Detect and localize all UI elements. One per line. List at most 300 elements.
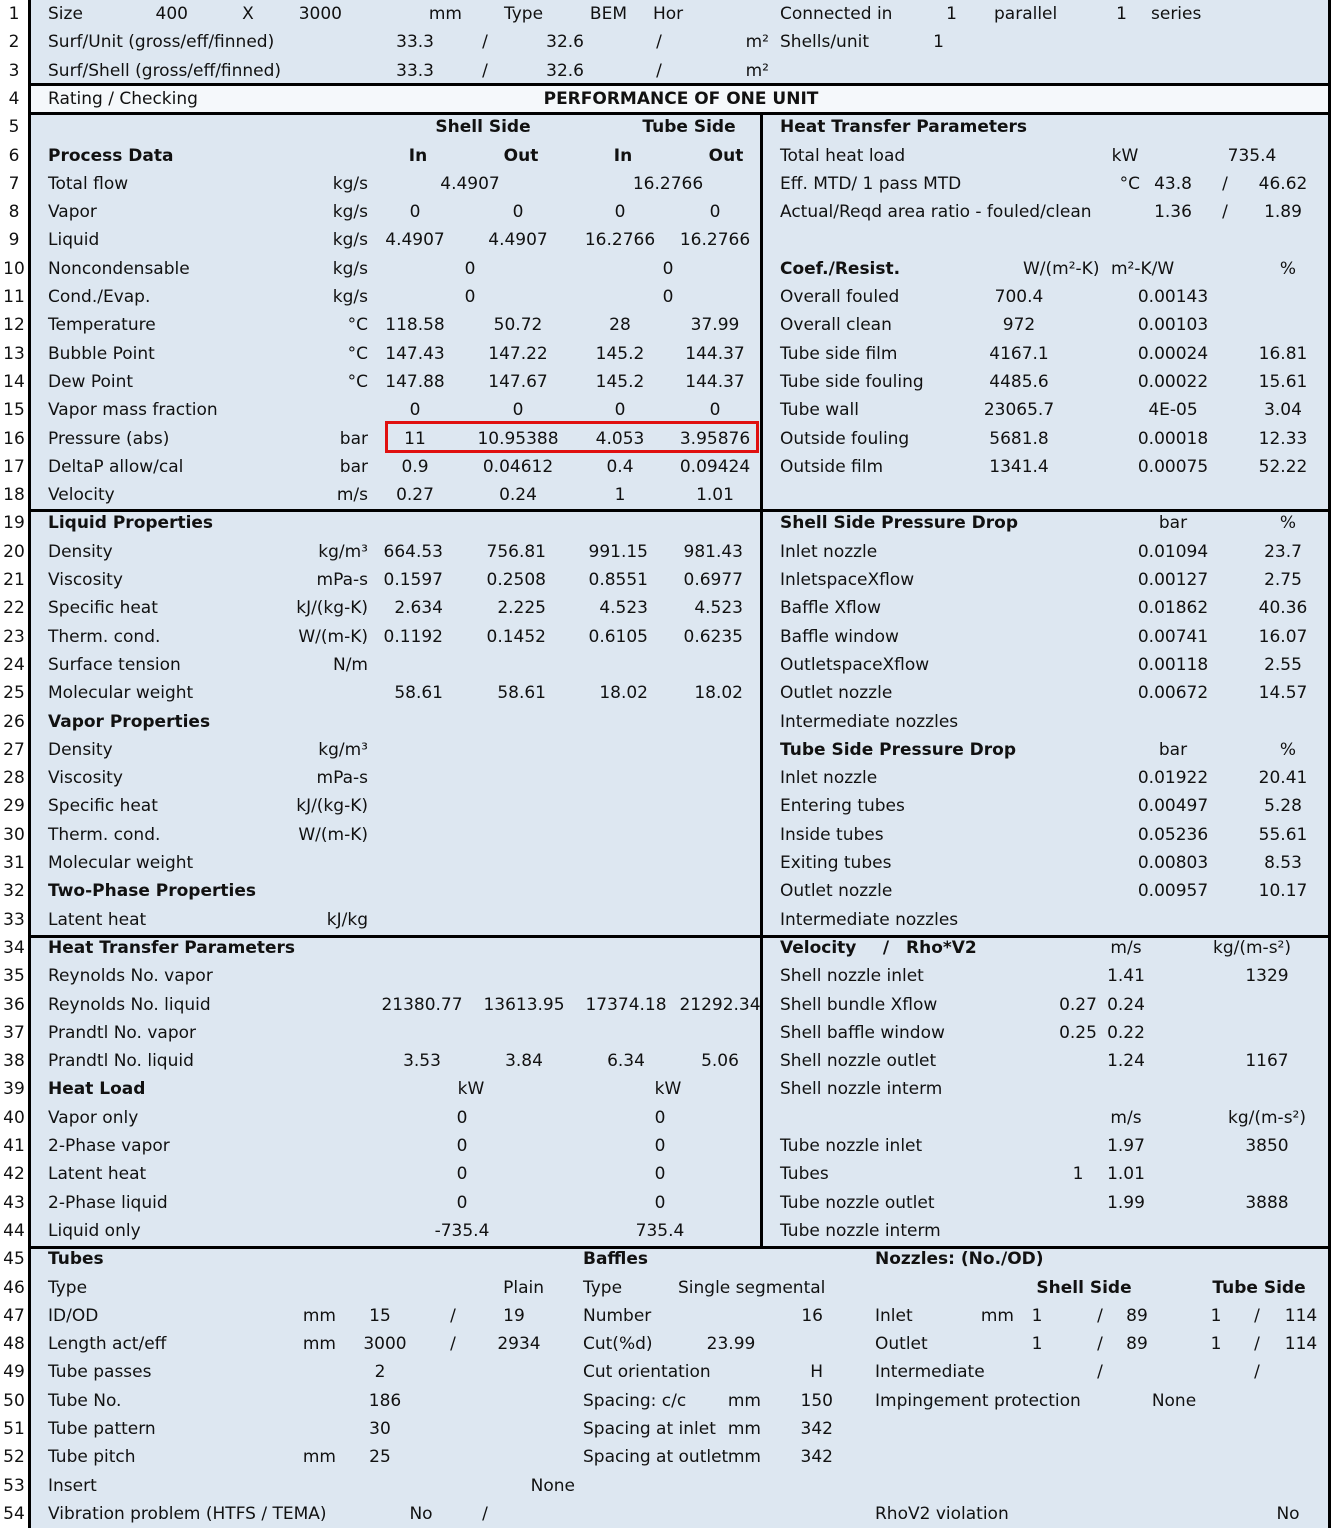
coef-title: Coef./Resist.: [780, 258, 901, 279]
liquid-value: 0.1452: [486, 626, 546, 647]
process-value: 28: [609, 315, 631, 336]
surf-unit-gross: 33.3: [396, 32, 434, 53]
cut-orientation-label: Cut orientation: [583, 1362, 711, 1383]
process-row-unit: °C: [347, 315, 368, 336]
dimensionless-value: 17374.18: [585, 994, 667, 1015]
vapor-properties-title: Vapor Properties: [48, 711, 211, 732]
row-number: 46: [3, 1277, 25, 1298]
surf-unit-label: Surf/Unit (gross/eff/finned): [48, 32, 275, 53]
tube-outlet-od: 114: [1284, 1334, 1318, 1355]
row-number: 44: [3, 1220, 25, 1241]
coef-value: 5681.8: [989, 428, 1049, 449]
parallel-count: 1: [946, 4, 957, 24]
shell-dp-pct: 23.7: [1264, 541, 1302, 562]
liquid-row-label: Specific heat: [48, 598, 158, 619]
process-value: 147.88: [385, 371, 445, 392]
coef-value: 4485.6: [989, 371, 1049, 392]
row-number: 17: [3, 456, 25, 477]
dp-unit-bar: bar: [1158, 739, 1188, 760]
dimensionless-label: Reynolds No. liquid: [48, 994, 211, 1015]
dp-unit-pct: %: [1279, 513, 1297, 534]
heat-load-shell: -735.4: [434, 1220, 490, 1241]
shell-dp-label: Inlet nozzle: [780, 541, 878, 562]
baffle-number-value: 16: [801, 1305, 823, 1326]
row-number: 51: [3, 1419, 25, 1439]
slash: /: [450, 1305, 456, 1326]
tube-outlet-no: 1: [1210, 1334, 1222, 1355]
cut-orientation-value: H: [810, 1362, 823, 1383]
slash: /: [1097, 1305, 1103, 1326]
row-number: 10: [3, 258, 25, 279]
row-number: 19: [3, 513, 25, 534]
liquid-value: 2.225: [497, 598, 546, 619]
slash: /: [1097, 1334, 1103, 1355]
nozzle-inlet-label: Inlet: [875, 1305, 913, 1326]
row-number: 54: [3, 1503, 25, 1524]
coef-row-label: Tube wall: [780, 400, 859, 421]
slash: /: [656, 60, 662, 81]
rhov2-value: 3888: [1245, 1192, 1289, 1213]
performance-title: PERFORMANCE OF ONE UNIT: [543, 88, 819, 109]
liquid-row-label: Therm. cond.: [48, 626, 161, 647]
nozzle-unit: mm: [980, 1305, 1014, 1326]
latent-heat-label: Latent heat: [48, 909, 147, 930]
left-border: [28, 0, 31, 1528]
rating-label: Rating / Checking: [48, 88, 198, 109]
area-unit: m²: [745, 60, 769, 81]
heat-load-label: 2-Phase liquid: [48, 1192, 168, 1213]
row-number: 50: [3, 1390, 25, 1411]
velocity-value-a: 0.27: [1059, 994, 1097, 1015]
tube-type-value: Plain: [503, 1277, 544, 1298]
velocity-label: Tube nozzle outlet: [780, 1192, 935, 1213]
coef-row-label: Overall clean: [780, 315, 892, 336]
process-row-unit: °C: [347, 343, 368, 364]
resist-value: 4E-05: [1148, 400, 1198, 421]
coef-row-label: Tube side film: [780, 343, 898, 364]
heat-load-tube: 735.4: [635, 1220, 685, 1241]
row-number: 53: [3, 1475, 25, 1496]
process-value: 0: [512, 400, 524, 421]
rhov2-value: kg/(m-s²): [1228, 1107, 1306, 1128]
row-number: 47: [3, 1305, 25, 1326]
divider-row44: [30, 1246, 1331, 1249]
process-value: 0: [614, 400, 626, 421]
process-row-label: Dew Point: [48, 371, 134, 392]
process-row-unit: kg/s: [332, 230, 368, 251]
tube-value: 0: [662, 258, 674, 279]
tube-no-value: 186: [368, 1390, 402, 1411]
velocity-label: Shell nozzle outlet: [780, 1051, 937, 1072]
size-value-2: 3000: [298, 4, 342, 24]
velocity-label: Shell baffle window: [780, 1022, 945, 1043]
spacing-inlet-label: Spacing at inlet: [583, 1419, 716, 1439]
row-number: 12: [3, 315, 25, 336]
process-row-unit: bar: [339, 428, 368, 449]
two-phase-title: Two-Phase Properties: [48, 881, 256, 902]
process-value: 50.72: [493, 315, 543, 336]
shell-dp-pct: 14.57: [1258, 683, 1308, 704]
process-row-unit: °C: [347, 371, 368, 392]
process-row-label: Vapor mass fraction: [48, 400, 218, 421]
row-number: 37: [3, 1022, 25, 1043]
surf-shell-gross: 33.3: [396, 60, 434, 81]
heat-load-tube: 0: [654, 1107, 666, 1128]
velocity-label: Shell nozzle inlet: [780, 966, 924, 987]
slash: /: [1254, 1305, 1260, 1326]
process-value: 0.04612: [482, 456, 554, 477]
row-number: 11: [3, 287, 25, 307]
tube-dp-pct: 8.53: [1264, 853, 1302, 873]
liquid-value: 0.6977: [683, 570, 743, 590]
vapor-row-label: Molecular weight: [48, 853, 194, 873]
process-value: 0: [409, 400, 421, 421]
tube-dp-label: Entering tubes: [780, 796, 905, 817]
heat-load-label: Latent heat: [48, 1164, 147, 1185]
process-row-label: Noncondensable: [48, 258, 190, 279]
row-number: 14: [3, 371, 25, 392]
velocity-value-a: 1: [1072, 1164, 1084, 1185]
tube-out-header: Out: [708, 145, 744, 166]
series-count: 1: [1116, 4, 1127, 24]
pct-value: 3.04: [1264, 400, 1302, 421]
tube-pitch-value: 25: [369, 1447, 391, 1468]
rhov2-value: 3850: [1245, 1136, 1289, 1156]
row-number: 9: [8, 230, 20, 251]
baffle-number-label: Number: [583, 1305, 652, 1326]
liquid-value: 0.8551: [588, 570, 648, 590]
tube-dp-title: Tube Side Pressure Drop: [780, 739, 1017, 760]
process-value: 1: [614, 485, 626, 506]
heat-load-tube: 0: [654, 1192, 666, 1213]
tube-od: 19: [503, 1305, 525, 1326]
resist-value: 0.00018: [1137, 428, 1209, 449]
insert-label: Insert: [48, 1475, 97, 1496]
resist-value: 0.00143: [1137, 287, 1209, 307]
process-value: 4.053: [595, 428, 645, 449]
coef-unit: W/(m²-K): [1023, 258, 1100, 279]
tube-dp-label: Inside tubes: [780, 824, 884, 845]
process-value: 0.27: [396, 485, 434, 506]
area-unit: m²: [745, 32, 769, 53]
coef-row-label: Tube side fouling: [780, 371, 924, 392]
shell-dp-bar: 0.01094: [1137, 541, 1209, 562]
velocity-value-b: 1.01: [1107, 1164, 1145, 1185]
liquid-value: 18.02: [599, 683, 648, 704]
row-number: 45: [3, 1249, 25, 1270]
slash: /: [882, 937, 890, 958]
process-row-unit: kg/s: [332, 173, 368, 194]
shell-dp-pct: 2.55: [1264, 654, 1302, 675]
dimensionless-value: 3.84: [505, 1051, 543, 1072]
coef-row-label: Outside film: [780, 456, 884, 477]
slash: /: [482, 32, 488, 53]
liquid-row-unit: kJ/(kg-K): [296, 598, 368, 619]
slash: /: [1222, 173, 1228, 194]
mtd-eff: 43.8: [1154, 173, 1192, 194]
liquid-row-unit: W/(m-K): [298, 626, 368, 647]
surf-shell-label: Surf/Shell (gross/eff/finned): [48, 60, 282, 81]
spacing-inlet-value: 342: [800, 1419, 833, 1439]
shell-dp-bar: 0.00127: [1137, 570, 1209, 590]
row-number: 41: [3, 1136, 25, 1156]
velocity-title: Velocity: [780, 937, 857, 958]
slash: /: [1222, 202, 1228, 223]
dimensionless-label: Prandtl No. liquid: [48, 1051, 194, 1072]
vapor-row-unit: W/(m-K): [298, 824, 368, 845]
type-label: Type: [504, 4, 544, 24]
velocity-label: Tubes: [780, 1164, 829, 1185]
row-number: 35: [3, 966, 25, 987]
velocity-label: Tube nozzle inlet: [780, 1136, 923, 1156]
tube-dp-label: Inlet nozzle: [780, 768, 878, 789]
tube-dp-bar: 0.05236: [1137, 824, 1209, 845]
process-row-label: Pressure (abs): [48, 428, 170, 449]
row-number: 48: [3, 1334, 25, 1355]
total-heat-unit: kW: [1111, 145, 1139, 166]
vapor-row-unit: kJ/(kg-K): [296, 796, 368, 817]
shell-dp-bar: 0.00672: [1137, 683, 1209, 704]
heat-load-shell: 0: [456, 1164, 468, 1185]
area-fouled: 1.36: [1154, 202, 1192, 223]
process-value: 0.4: [606, 456, 634, 477]
idod-label: ID/OD: [48, 1305, 99, 1326]
shell-dp-label: InletspaceXflow: [780, 570, 915, 590]
coef-row-label: Overall fouled: [780, 287, 900, 307]
rhov2-violation-label: RhoV2 violation: [875, 1503, 1009, 1524]
baffle-type-value: Single segmental: [678, 1277, 826, 1298]
process-row-unit: kg/s: [332, 258, 368, 279]
tube-pitch-label: Tube pitch: [48, 1447, 136, 1468]
dimensionless-value: 21292.34: [679, 994, 761, 1015]
vibration-value: No: [409, 1503, 433, 1524]
slash: /: [1254, 1362, 1260, 1383]
row-number: 30: [3, 824, 25, 845]
tube-dp-label: Outlet nozzle: [780, 881, 893, 902]
size-unit: mm: [428, 4, 462, 24]
vapor-row-label: Viscosity: [48, 768, 123, 789]
pct-unit: %: [1279, 258, 1297, 279]
process-value: 144.37: [685, 371, 745, 392]
process-value: 0: [709, 400, 721, 421]
liquid-value: 756.81: [486, 541, 546, 562]
spacing-outlet-label: Spacing at outlet: [583, 1447, 729, 1468]
heat-load-tube: 0: [654, 1164, 666, 1185]
row-number: 43: [3, 1192, 25, 1213]
dimensionless-label: Prandtl No. vapor: [48, 1022, 197, 1043]
liquid-value: 58.61: [394, 683, 443, 704]
insert-value: None: [530, 1475, 575, 1496]
velocity-value-b: m/s: [1110, 1107, 1142, 1128]
process-row-label: Cond./Evap.: [48, 287, 151, 307]
total-heat-label: Total heat load: [780, 145, 906, 166]
liquid-value: 0.6105: [588, 626, 648, 647]
process-value: 16.2766: [584, 230, 656, 251]
process-value: 3.95876: [679, 428, 751, 449]
process-value: 147.43: [385, 343, 445, 364]
row-number: 52: [3, 1447, 25, 1468]
tube-passes-value: 2: [374, 1362, 386, 1383]
resist-value: 0.00075: [1137, 456, 1209, 477]
row-number: 28: [3, 768, 25, 789]
process-value: 4.4907: [385, 230, 445, 251]
process-row-unit: kg/s: [332, 202, 368, 223]
dimensionless-value: 6.34: [607, 1051, 645, 1072]
resist-unit: m²-K/W: [1111, 258, 1175, 279]
liquid-value: 0.1597: [383, 570, 443, 590]
liquid-value: 0.2508: [486, 570, 546, 590]
liquid-row-label: Molecular weight: [48, 683, 194, 704]
coef-value: 23065.7: [983, 400, 1055, 421]
spacing-outlet-unit: mm: [727, 1447, 761, 1468]
shell-dp-label: Baffle Xflow: [780, 598, 882, 619]
process-value: 0: [614, 202, 626, 223]
row-number: 2: [8, 32, 20, 53]
row-number: 36: [3, 994, 25, 1015]
tube-id: 15: [369, 1305, 391, 1326]
total-heat-value: 735.4: [1227, 145, 1277, 166]
shell-dp-label: Intermediate nozzles: [780, 711, 959, 732]
slash: /: [450, 1334, 456, 1355]
row-number: 32: [3, 881, 25, 902]
spacing-inlet-unit: mm: [727, 1419, 761, 1439]
heat-load-title: Heat Load: [48, 1079, 146, 1100]
rhov2-value: 1329: [1245, 966, 1289, 987]
row-number: 22: [3, 598, 25, 619]
process-row-label: Velocity: [48, 485, 115, 506]
row-number: 20: [3, 541, 25, 562]
tube-in-header: In: [613, 145, 633, 166]
vibration-label: Vibration problem (HTFS / TEMA): [48, 1503, 327, 1524]
spacing-value: 150: [800, 1390, 833, 1411]
row-number: 49: [3, 1362, 25, 1383]
process-row-label: Liquid: [48, 230, 100, 251]
dp-unit-bar: bar: [1158, 513, 1188, 534]
coef-value: 1341.4: [989, 456, 1049, 477]
rhov2-title: Rho*V2: [906, 937, 977, 958]
liquid-value: 4.523: [599, 598, 648, 619]
surf-shell-eff: 32.6: [546, 60, 584, 81]
process-row-label: Temperature: [48, 315, 156, 336]
row-number: 26: [3, 711, 25, 732]
resist-value: 0.00103: [1137, 315, 1209, 336]
tube-pitch-unit: mm: [302, 1447, 336, 1468]
size-x: X: [242, 4, 254, 24]
coef-value: 4167.1: [989, 343, 1049, 364]
liquid-row-label: Surface tension: [48, 654, 181, 675]
process-data-title: Process Data: [48, 145, 174, 166]
center-divider-upper: [760, 113, 763, 1248]
shell-outlet-od: 89: [1126, 1334, 1148, 1355]
liquid-value: 58.61: [497, 683, 546, 704]
process-value: 0: [512, 202, 524, 223]
tube-dp-label: Exiting tubes: [780, 853, 892, 873]
heat-load-unit-shell: kW: [457, 1079, 485, 1100]
latent-heat-unit: kJ/kg: [326, 909, 368, 930]
dimensionless-value: 3.53: [403, 1051, 441, 1072]
shell-outlet-no: 1: [1031, 1334, 1043, 1355]
size-label: Size: [48, 4, 83, 24]
liquid-value: 18.02: [694, 683, 743, 704]
spacing-unit: mm: [727, 1390, 761, 1411]
resist-value: 0.00022: [1137, 371, 1209, 392]
process-value: 37.99: [690, 315, 740, 336]
process-value: 16.2766: [679, 230, 751, 251]
liquid-row-label: Viscosity: [48, 570, 123, 590]
liquid-row-unit: mPa-s: [316, 570, 368, 590]
heat-load-unit-tube: kW: [654, 1079, 682, 1100]
connected-label: Connected in: [780, 4, 893, 24]
tube-value: 16.2766: [632, 173, 704, 194]
spacing-label: Spacing: c/c: [583, 1390, 687, 1411]
vapor-row-unit: kg/m³: [318, 739, 368, 760]
length-unit: mm: [302, 1334, 336, 1355]
nozzle-outlet-label: Outlet: [875, 1334, 928, 1355]
tube-dp-bar: 0.00803: [1137, 853, 1209, 873]
series-label: series: [1151, 4, 1202, 24]
surf-unit-eff: 32.6: [546, 32, 584, 53]
dimensionless-label: Reynolds No. vapor: [48, 966, 213, 987]
process-row-unit: kg/s: [332, 287, 368, 307]
row-number: 3: [8, 60, 20, 81]
pct-value: 52.22: [1258, 456, 1308, 477]
shell-out-header: Out: [503, 145, 539, 166]
velocity-label: Tube nozzle interm: [780, 1220, 941, 1241]
tube-dp-bar: 0.00497: [1137, 796, 1209, 817]
process-value: 1.01: [696, 485, 734, 506]
orientation-value: Hor: [653, 4, 684, 24]
shells-label: Shells/unit: [780, 32, 869, 53]
row-number: 25: [3, 683, 25, 704]
tube-inlet-no: 1: [1210, 1305, 1222, 1326]
row-number: 21: [3, 570, 25, 590]
tube-dp-pct: 10.17: [1258, 881, 1308, 902]
length-eff: 2934: [497, 1334, 541, 1355]
nozzle-shell-header: Shell Side: [1036, 1277, 1132, 1298]
shell-inlet-no: 1: [1031, 1305, 1043, 1326]
heat-load-shell: 0: [456, 1107, 468, 1128]
slash: /: [482, 1503, 488, 1524]
shell-dp-label: OutletspaceXflow: [780, 654, 930, 675]
velocity-value-b: 1.99: [1107, 1192, 1145, 1213]
mtd-label: Eff. MTD/ 1 pass MTD: [780, 173, 962, 194]
process-value: 144.37: [685, 343, 745, 364]
pct-value: 16.81: [1258, 343, 1308, 364]
liquid-row-unit: N/m: [332, 654, 368, 675]
row-number: 23: [3, 626, 25, 647]
vapor-row-unit: mPa-s: [316, 768, 368, 789]
heat-load-label: 2-Phase vapor: [48, 1136, 170, 1156]
row-number: 29: [3, 796, 25, 817]
row-number: 15: [3, 400, 25, 421]
row-number: 39: [3, 1079, 25, 1100]
shell-dp-bar: 0.01862: [1137, 598, 1209, 619]
row-number: 16: [3, 428, 25, 449]
coef-value: 972: [1002, 315, 1036, 336]
slash: /: [656, 32, 662, 53]
shell-dp-pct: 40.36: [1258, 598, 1308, 619]
velocity-label: Shell bundle Xflow: [780, 994, 938, 1015]
process-value: 0: [409, 202, 421, 223]
area-clean: 1.89: [1264, 202, 1302, 223]
htp-bottom-title: Heat Transfer Parameters: [48, 937, 296, 958]
velocity-value-b: 0.24: [1107, 994, 1145, 1015]
process-value: 4.4907: [488, 230, 548, 251]
liquid-properties-title: Liquid Properties: [48, 513, 214, 534]
shell-dp-pct: 16.07: [1258, 626, 1308, 647]
htp-title: Heat Transfer Parameters: [780, 117, 1028, 138]
pct-value: 15.61: [1258, 371, 1308, 392]
